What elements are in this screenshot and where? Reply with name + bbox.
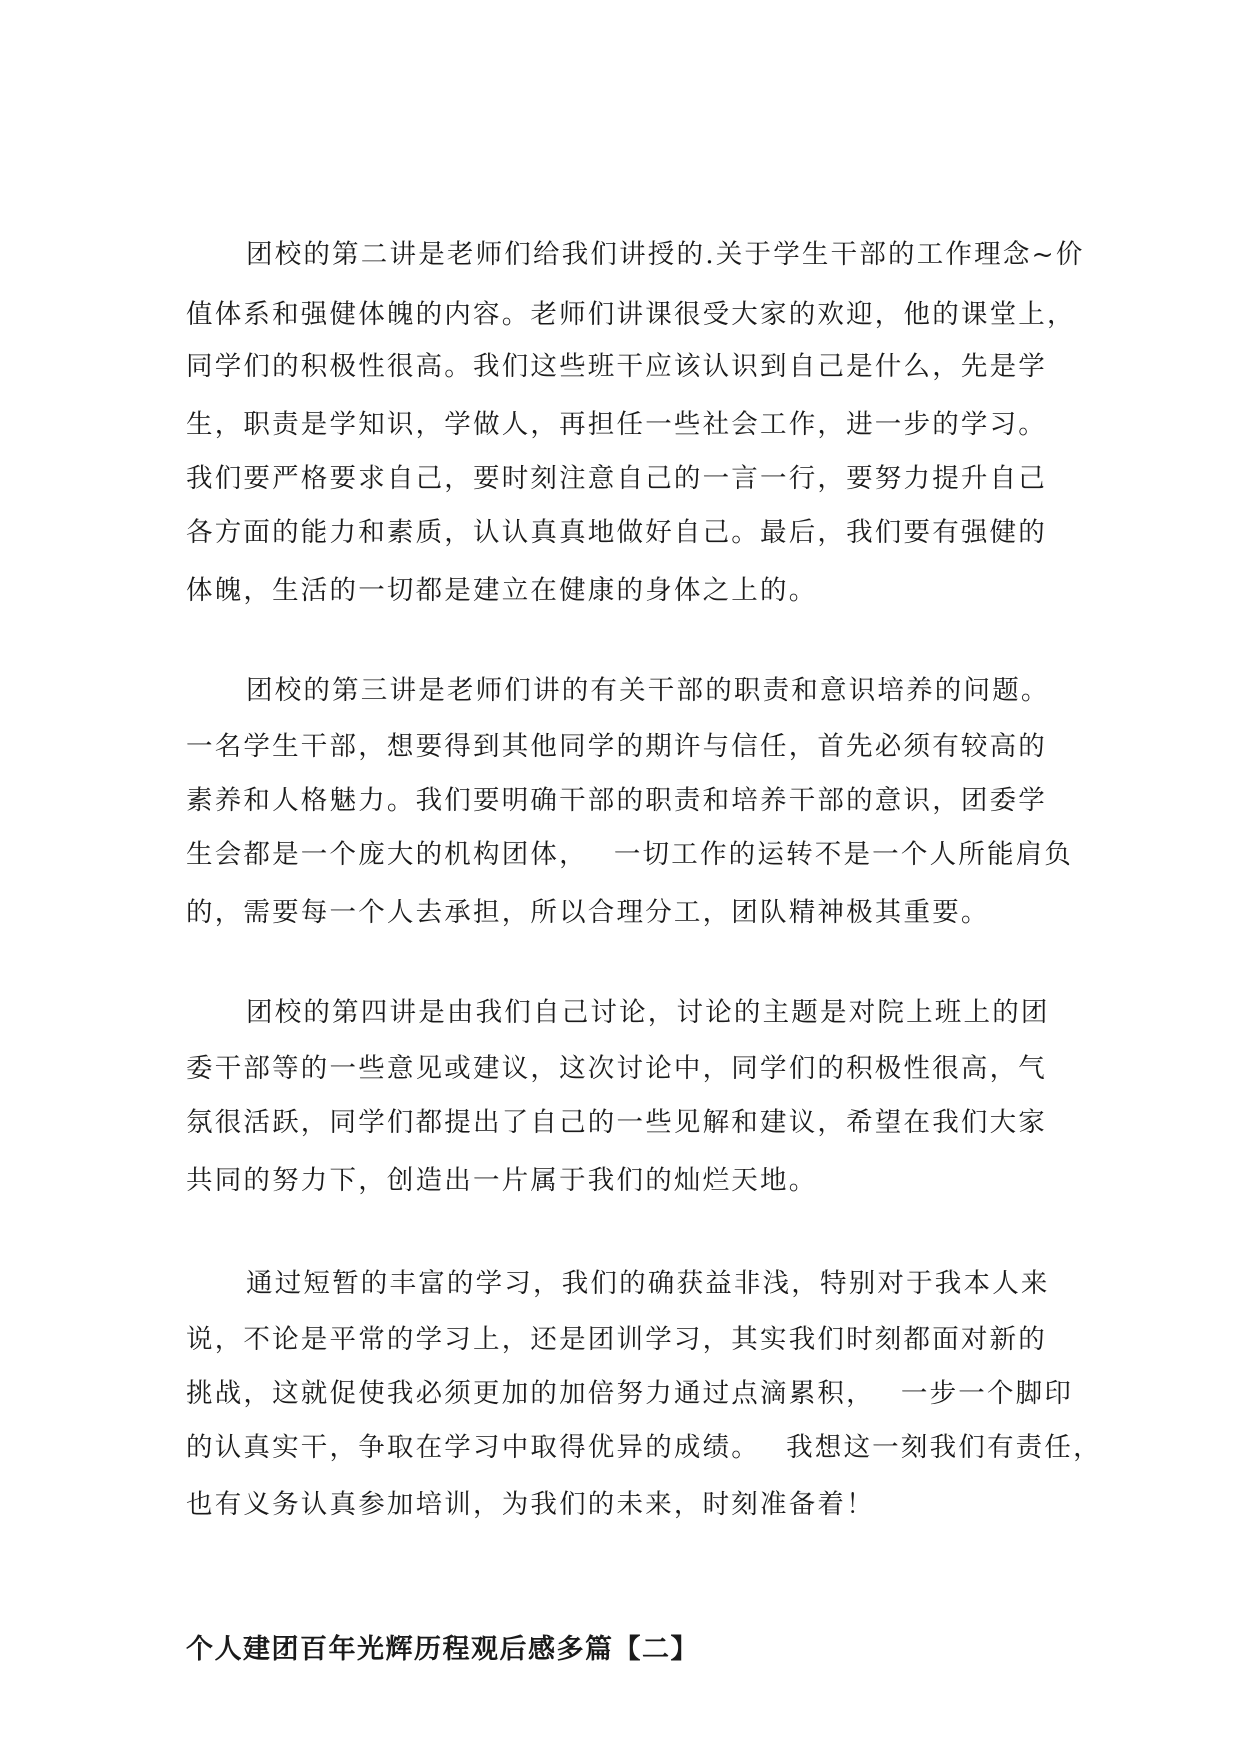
text-line: 说，不论是平常的学习上，还是团训学习，其实我们时刻都面对新的 xyxy=(186,1324,1047,1355)
text-line: 体魄，生活的一切都是建立在健康的身体之上的。 xyxy=(186,575,818,606)
text-line: 挑战，这就促使我必须更加的加倍努力通过点滴累积， 一步一个脚印 xyxy=(186,1378,1074,1409)
text-line: 的，需要每一个人去承担，所以合理分工，团队精神极其重要。 xyxy=(186,897,990,928)
text-line: 共同的努力下，创造出一片属于我们的灿烂天地。 xyxy=(186,1165,818,1196)
section-heading: 个人建团百年光辉历程观后感多篇【二】 xyxy=(186,1634,699,1665)
text-line: 素养和人格魅力。我们要明确干部的职责和培养干部的意识，团委学 xyxy=(186,785,1047,816)
text-line: 通过短暂的丰富的学习，我们的确获益非浅，特别对于我本人来 xyxy=(246,1268,1050,1299)
text-line: 同学们的积极性很高。我们这些班干应该认识到自己是什么，先是学 xyxy=(186,351,1047,382)
text-line: 一名学生干部，想要得到其他同学的期许与信任，首先必须有较高的 xyxy=(186,731,1047,762)
text-line: 也有义务认真参加培训，为我们的未来，时刻准备着！ xyxy=(186,1489,875,1520)
text-line: 委干部等的一些意见或建议，这次讨论中，同学们的积极性很高，气 xyxy=(186,1053,1047,1084)
text-line: 团校的第四讲是由我们自己讨论，讨论的主题是对院上班上的团 xyxy=(246,997,1050,1028)
text-line: 氛很活跃，同学们都提出了自己的一些见解和建议，希望在我们大家 xyxy=(186,1107,1047,1138)
text-line: 各方面的能力和素质，认认真真地做好自己。最后，我们要有强健的 xyxy=(186,517,1047,548)
text-line: 团校的第三讲是老师们讲的有关干部的职责和意识培养的问题。 xyxy=(246,675,1050,706)
text-line: 我们要严格要求自己，要时刻注意自己的一言一行，要努力提升自己 xyxy=(186,463,1047,494)
text-line: 生会都是一个庞大的机构团体， 一切工作的运转不是一个人所能肩负 xyxy=(186,839,1074,870)
text-line: 团校的第二讲是老师们给我们讲授的.关于学生干部的工作理念~价 xyxy=(246,239,1085,270)
text-line: 的认真实干，争取在学习中取得优异的成绩。 我想这一刻我们有责任， xyxy=(186,1432,1102,1463)
text-line: 值体系和强健体魄的内容。老师们讲课很受大家的欢迎，他的课堂上， xyxy=(186,299,1076,330)
text-line: 生，职责是学知识，学做人，再担任一些社会工作，进一步的学习。 xyxy=(186,409,1047,440)
